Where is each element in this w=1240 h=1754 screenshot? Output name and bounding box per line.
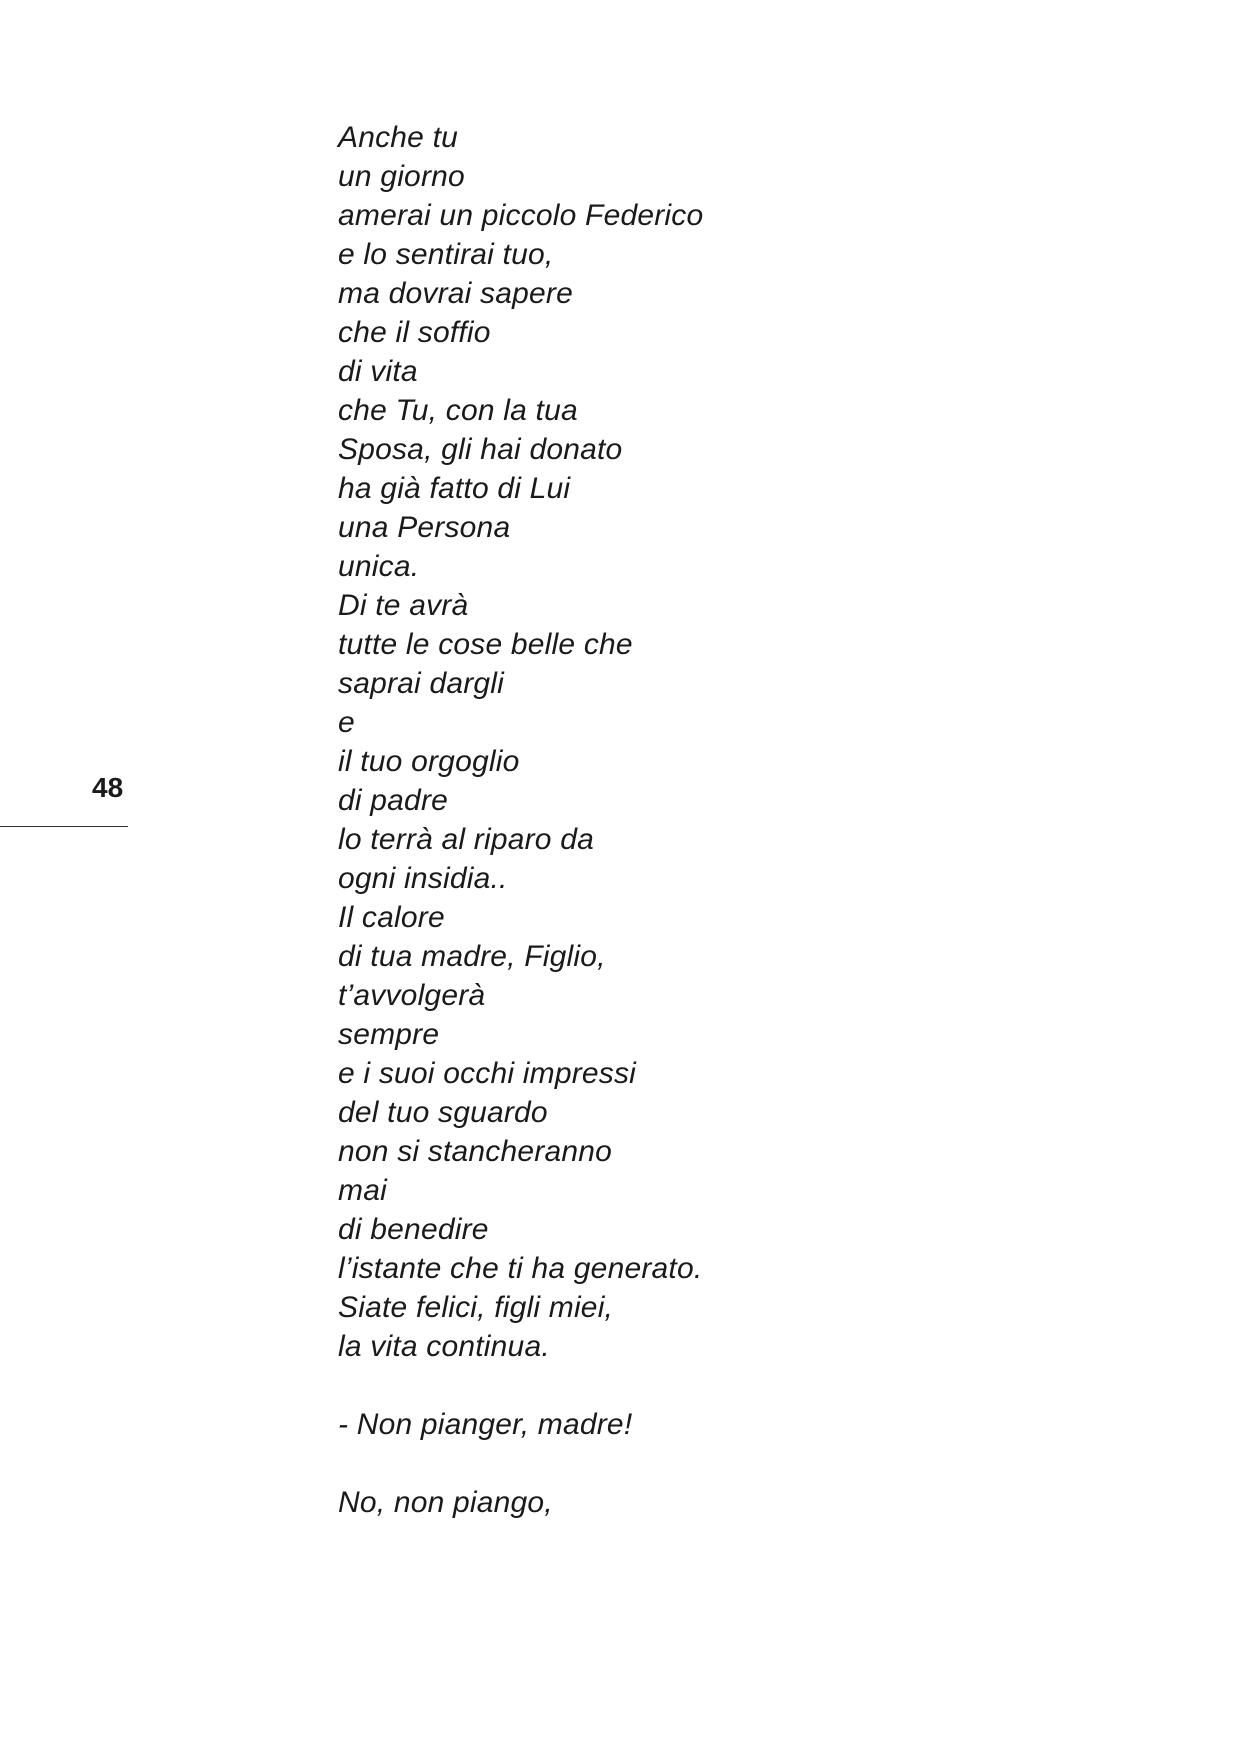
poem-line: la vita continua. — [338, 1330, 550, 1363]
poem-line: che Tu, con la tua — [338, 394, 578, 427]
poem-line: il tuo orgoglio — [338, 745, 520, 778]
poem-line: di benedire — [338, 1213, 489, 1246]
poem-line: Siate felici, figli miei, — [338, 1291, 614, 1324]
poem-line: non si stancheranno — [338, 1135, 612, 1168]
poem-line: ha già fatto di Lui — [338, 472, 571, 505]
poem-line: mai — [338, 1174, 387, 1207]
poem-line: unica. — [338, 550, 420, 583]
poem-line: Sposa, gli hai donato — [338, 433, 623, 466]
page-number: 48 — [92, 772, 124, 803]
poem-line: Di te avrà — [338, 589, 469, 622]
poem-line: ma dovrai sapere — [338, 277, 573, 310]
poem-line: una Persona — [338, 511, 511, 544]
page-number-rule — [0, 826, 128, 827]
poem-line: un giorno — [338, 160, 465, 193]
poem-line: e lo sentirai tuo, — [338, 238, 554, 271]
poem-line: del tuo sguardo — [338, 1096, 548, 1129]
poem-line: sempre — [338, 1018, 440, 1051]
poem-line: e i suoi occhi impressi — [338, 1057, 637, 1090]
poem-line: di vita — [338, 355, 418, 388]
poem-line: amerai un piccolo Federico — [338, 199, 704, 232]
poem-line: ogni insidia.. — [338, 862, 508, 895]
poem-line: e — [338, 706, 355, 739]
poem-text — [338, 118, 1158, 1522]
stanza-gap — [338, 1366, 1158, 1405]
poem-line: saprai dargli — [338, 667, 505, 700]
poem-line: l’istante che ti ha generato. — [338, 1252, 703, 1285]
poem-line: Anche tu — [338, 121, 459, 154]
stanza-gap — [338, 1444, 1158, 1483]
poem-line: lo terrà al riparo da — [338, 823, 594, 856]
poem-line: che il soffio — [338, 316, 491, 349]
poem-line: - Non pianger, madre! — [338, 1408, 633, 1441]
poem-line: di padre — [338, 784, 449, 817]
poem-line: t’avvolgerà — [338, 979, 486, 1012]
poem-line: Il calore — [338, 901, 445, 934]
poem-line: tutte le cose belle che — [338, 628, 633, 661]
poem-line: di tua madre, Figlio, — [338, 940, 606, 973]
poem-line: No, non piango, — [338, 1486, 553, 1519]
